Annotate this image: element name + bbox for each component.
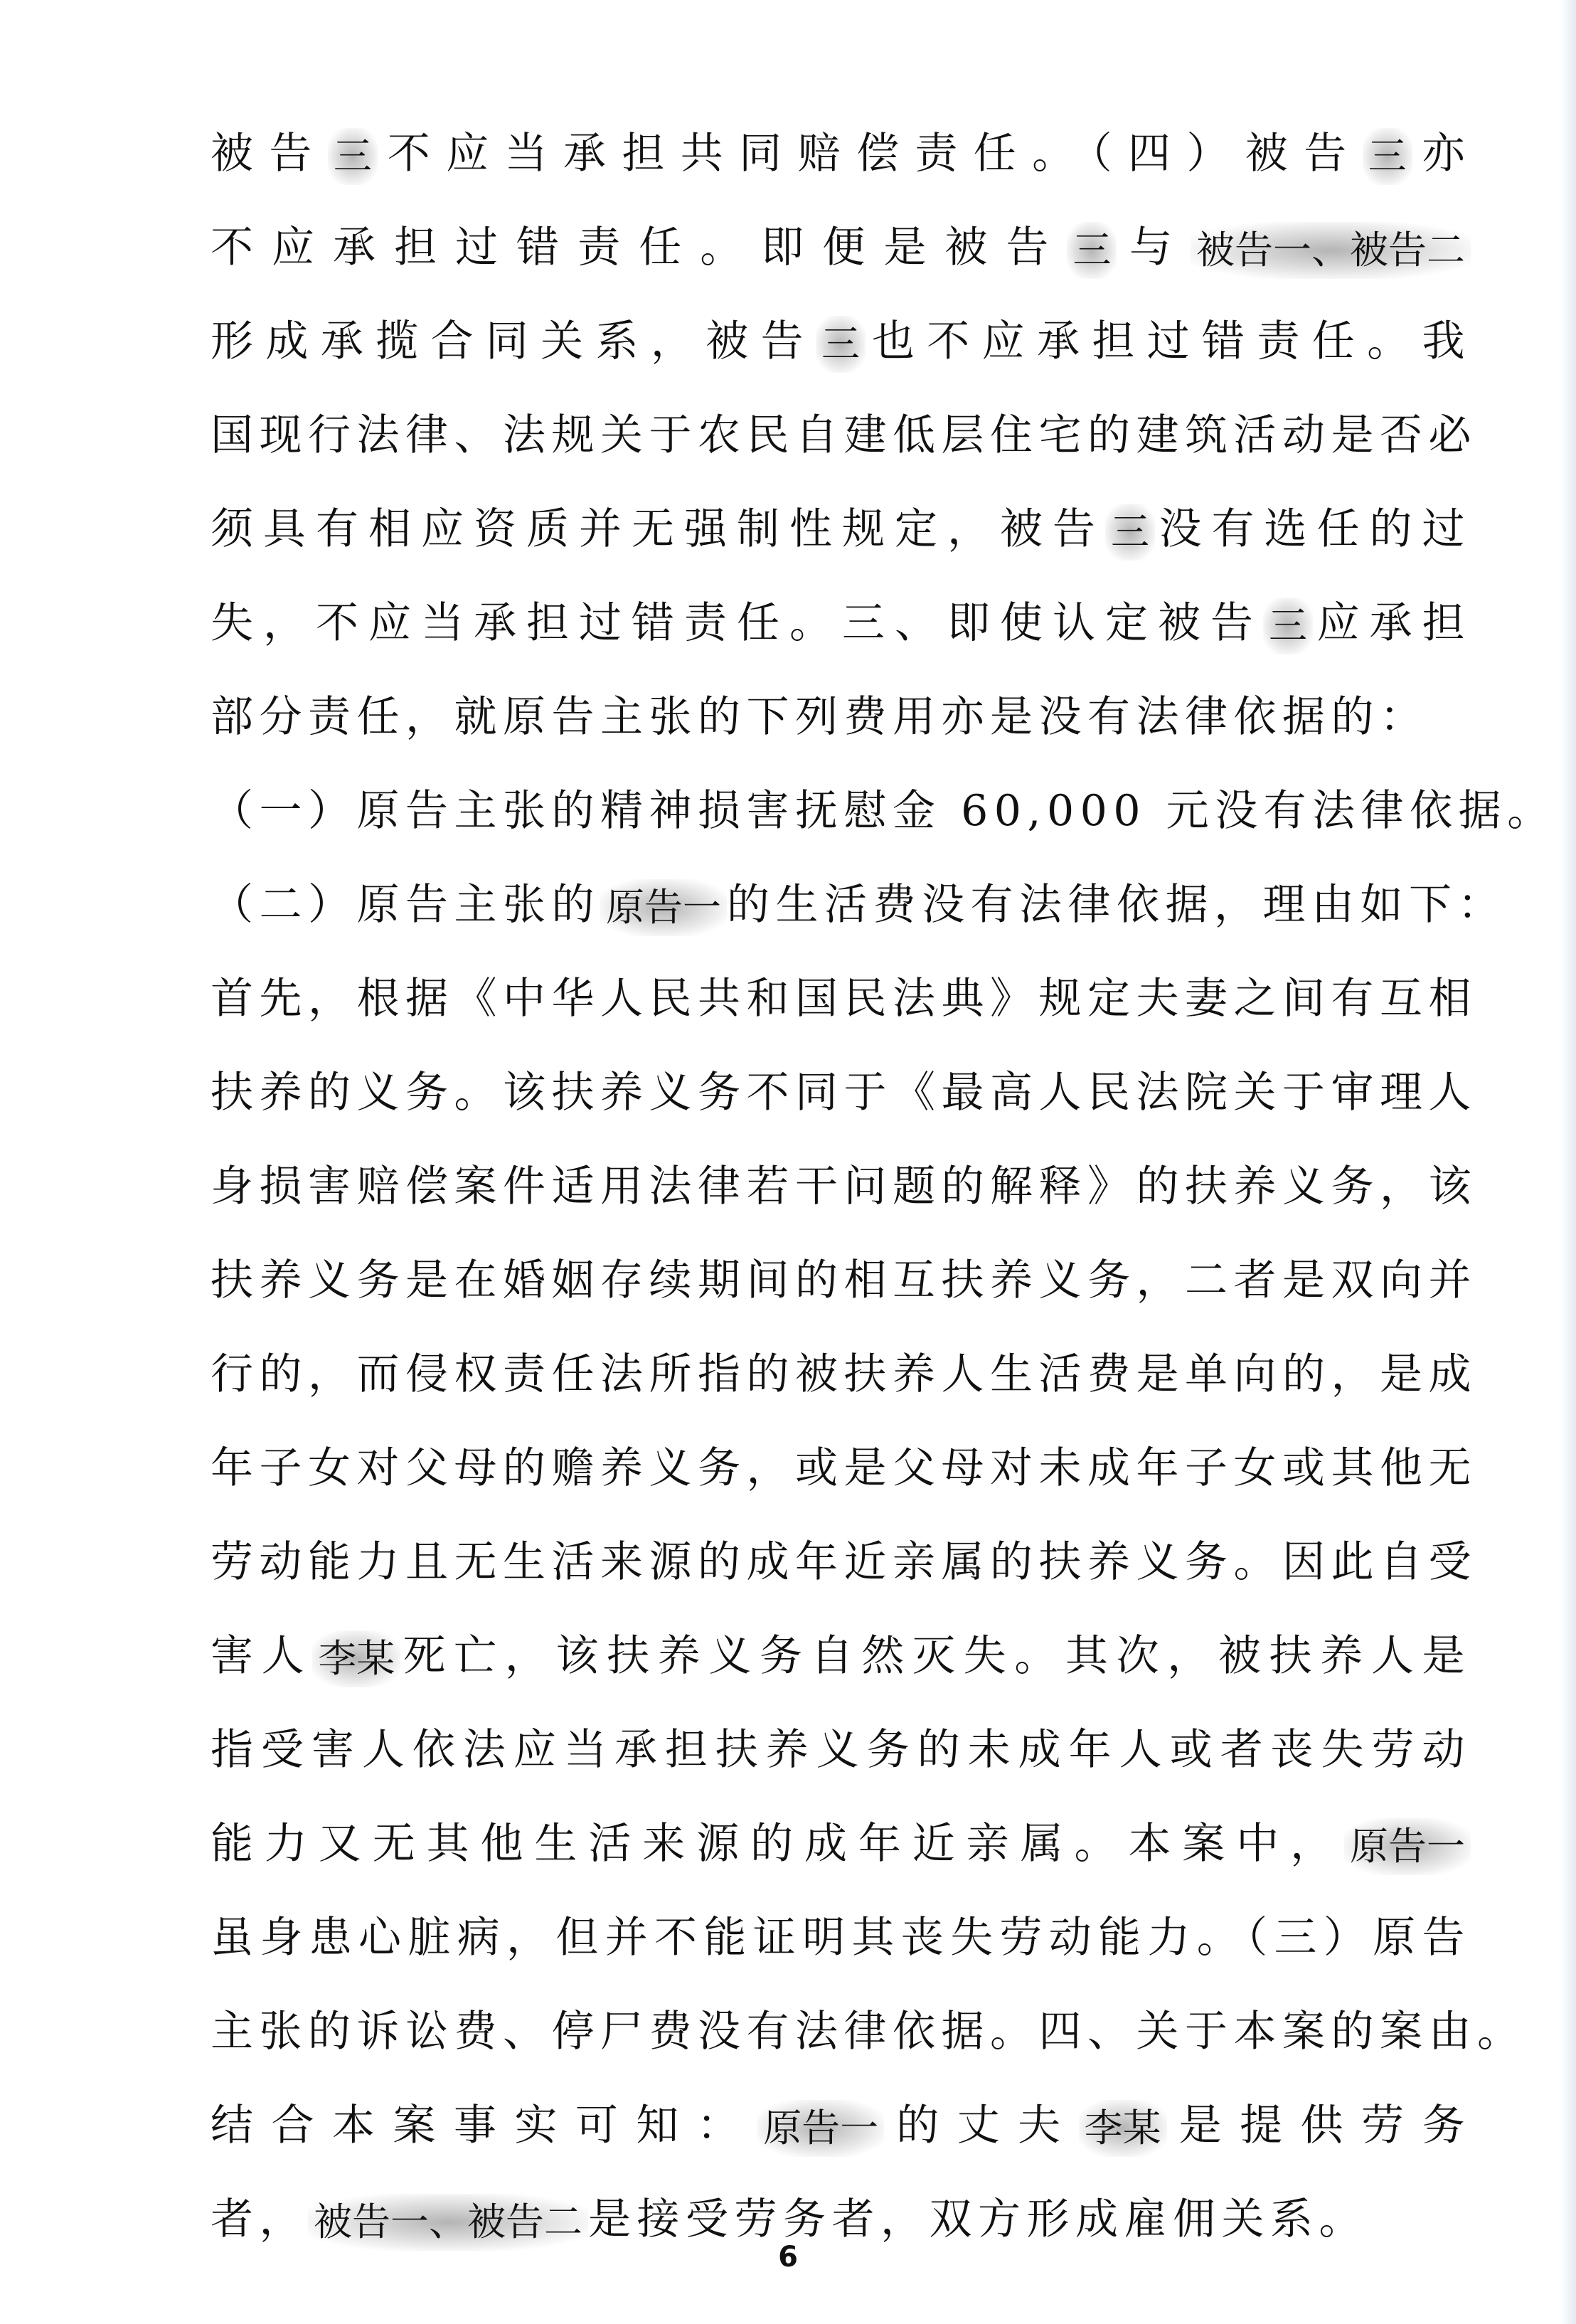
text-segment: 国现行法律、法规关于农民自建低层住宅的建筑活动是否必 <box>211 410 1477 460</box>
text-segment: 是提供劳务 <box>1166 2101 1471 2150</box>
text-line <box>211 952 1477 1046</box>
text-segment: 首先，根据《中华人民共和国民法典》规定夫妻之间有互相 <box>211 974 1477 1024</box>
text-line <box>211 482 1471 576</box>
redacted-name: 原告一 <box>1344 1818 1471 1875</box>
text-line <box>211 1046 1477 1140</box>
text-line <box>211 1985 1526 2079</box>
text-line <box>211 670 1471 764</box>
text-segment: 不应当承担共同赔偿责任。（四）被告 <box>377 129 1363 179</box>
text-segment: 须具有相应资质并无强制性规定，被告 <box>211 504 1105 554</box>
redacted-name: 三 <box>1363 128 1412 185</box>
text-line <box>211 388 1477 482</box>
text-segment: 扶养义务是在婚姻存续期间的相互扶养义务，二者是双向并 <box>211 1256 1477 1305</box>
redacted-name: 李某 <box>1079 2100 1167 2157</box>
text-line <box>211 107 1471 201</box>
text-line <box>211 1515 1477 1609</box>
redacted-name: 被告一、被告二 <box>308 2194 588 2251</box>
text-segment: 扶养的义务。该扶养义务不同于《最高人民法院关于审理人 <box>211 1068 1477 1118</box>
text-line <box>211 764 1556 858</box>
text-line <box>211 1891 1471 1985</box>
text-segment: 应承担 <box>1313 598 1471 648</box>
text-line <box>211 1703 1471 1797</box>
text-line <box>211 1797 1471 1891</box>
text-segment: （一）原告主张的精神损害抚慰金 60,000 元没有法律依据。 <box>211 786 1556 836</box>
text-line <box>211 1233 1477 1327</box>
redacted-name: 原告一 <box>757 2100 884 2157</box>
redacted-name: 三 <box>816 316 866 373</box>
page-number: 6 <box>778 2241 798 2273</box>
text-segment: 指受害人依法应当承担扶养义务的未成年人或者丧失劳动 <box>211 1725 1471 1775</box>
text-segment: 害人 <box>211 1631 313 1681</box>
redacted-name: 被告一、被告二 <box>1191 222 1471 279</box>
text-segment: 行的，而侵权责任法所指的被扶养人生活费是单向的，是成 <box>211 1349 1477 1399</box>
text-line <box>211 2079 1471 2172</box>
text-segment: 形成承揽合同关系，被告 <box>211 317 816 366</box>
text-segment: 不应承担过错责任。即便是被告 <box>211 223 1067 272</box>
text-segment: 主张的诉讼费、停尸费没有法律依据。四、关于本案的案由。 <box>211 2007 1526 2057</box>
text-line <box>211 576 1471 670</box>
redacted-name: 李某 <box>312 1630 400 1687</box>
text-segment: 的生活费没有法律依据，理由如下： <box>727 880 1506 930</box>
document-page <box>211 107 1556 2266</box>
text-segment: 亦 <box>1412 129 1471 179</box>
text-segment: 的丈夫 <box>884 2101 1079 2150</box>
text-line <box>211 1327 1477 1421</box>
text-line <box>211 201 1471 295</box>
text-segment: 能力又无其他生活来源的成年近亲属。本案中， <box>211 1819 1344 1869</box>
text-line <box>211 1421 1477 1515</box>
text-segment: 被告 <box>211 129 328 179</box>
text-line <box>211 858 1506 952</box>
redacted-name: 三 <box>1263 598 1313 654</box>
text-segment: 劳动能力且无生活来源的成年近亲属的扶养义务。因此自受 <box>211 1537 1477 1587</box>
text-segment: 也不应承担过错责任。我 <box>866 317 1471 366</box>
scan-edge-shadow <box>1560 0 1576 2324</box>
redacted-name: 原告一 <box>600 879 727 936</box>
text-segment: 者， <box>211 2195 308 2244</box>
text-line <box>211 1609 1471 1703</box>
text-segment: 虽身患心脏病，但并不能证明其丧失劳动能力。（三）原告 <box>211 1913 1471 1963</box>
text-line <box>211 295 1471 388</box>
text-segment: 与 <box>1117 223 1191 272</box>
text-segment: 部分责任，就原告主张的下列费用亦是没有法律依据的： <box>211 692 1429 742</box>
text-segment: 没有选任的过 <box>1155 504 1471 554</box>
text-segment: 身损害赔偿案件适用法律若干问题的解释》的扶养义务，该 <box>211 1162 1477 1211</box>
redacted-name: 三 <box>1105 504 1155 561</box>
text-segment: 结合本案事实可知： <box>211 2101 758 2150</box>
text-segment: （二）原告主张的 <box>211 880 600 930</box>
text-line <box>211 1140 1477 1233</box>
text-segment: 失，不应当承担过错责任。三、即使认定被告 <box>211 598 1263 648</box>
text-segment: 年子女对父母的赡养义务，或是父母对未成年子女或其他无 <box>211 1443 1477 1493</box>
redacted-name: 三 <box>1067 222 1117 279</box>
text-segment: 死亡，该扶养义务自然灭失。其次，被扶养人是 <box>400 1631 1471 1681</box>
text-segment: 是接受劳务者，双方形成雇佣关系。 <box>588 2195 1368 2244</box>
redacted-name: 三 <box>328 128 378 185</box>
